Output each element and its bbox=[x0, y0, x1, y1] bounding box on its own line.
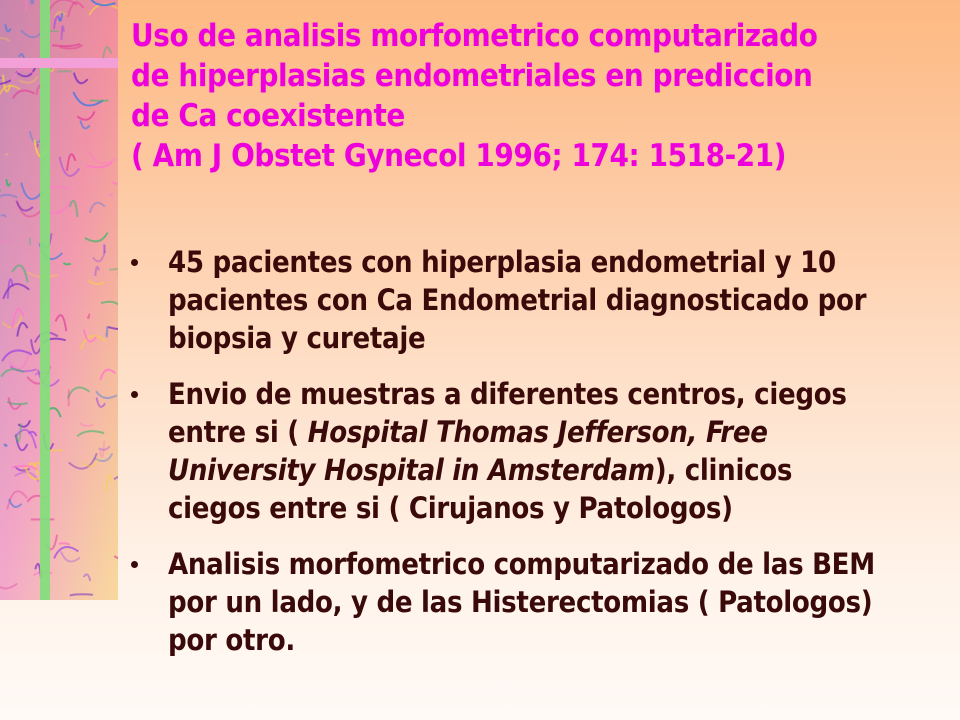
title-citation: ( Am J Obstet Gynecol 1996; 174: 1518-21) bbox=[131, 138, 787, 174]
bullet-item bbox=[131, 243, 931, 357]
decorative-stroke bbox=[69, 390, 70, 406]
bullet-dot bbox=[131, 259, 138, 266]
bullet-2-line-2-text: entre si ( bbox=[168, 415, 308, 449]
bullet-1-line-3: biopsia y curetaje bbox=[168, 321, 426, 355]
decorative-pattern-graphic bbox=[0, 0, 118, 600]
bullet-2-line-2 bbox=[168, 413, 931, 451]
decorative-stroke bbox=[31, 0, 34, 3]
bullet-1-line-1: 45 pacientes con hiperplasia endometrial y 10 bbox=[168, 245, 836, 279]
bullet-2-hospital-amsterdam: University Hospital in Amsterdam bbox=[168, 453, 655, 487]
decorative-stroke bbox=[57, 71, 72, 72]
bullet-list bbox=[131, 243, 931, 677]
bullet-2-line-3-text: ), clinicos bbox=[654, 453, 793, 487]
bullet-1-line-2: pacientes con Ca Endometrial diagnosticado por bbox=[168, 283, 867, 317]
decorative-pink-stripe bbox=[0, 58, 118, 68]
bullet-3-line-3: por otro. bbox=[168, 623, 295, 657]
bullet-dot bbox=[131, 561, 138, 568]
bullet-3-line-2: por un lado, y de las Histerectomias ( Patologos) bbox=[168, 585, 873, 619]
slide-title bbox=[131, 16, 931, 176]
decorative-side-pattern bbox=[0, 0, 118, 600]
bullet-2-line-3 bbox=[168, 451, 931, 489]
decorative-stroke bbox=[30, 239, 31, 246]
bullet-2-hospital-names: Hospital Thomas Jefferson, Free bbox=[307, 415, 768, 449]
bullet-item bbox=[131, 545, 931, 659]
bullet-3-line-1: Analisis morfometrico computarizado de las BEM bbox=[168, 547, 875, 581]
title-line-3: de Ca coexistente bbox=[131, 98, 405, 134]
title-line-1: Uso de analisis morfometrico computarizado bbox=[131, 18, 818, 54]
bullet-dot bbox=[131, 391, 138, 398]
bullet-2-line-4: ciegos entre si ( Cirujanos y Patologos) bbox=[168, 491, 733, 525]
decorative-stroke bbox=[106, 326, 107, 336]
bullet-item bbox=[131, 375, 931, 527]
bullet-2-line-1: Envio de muestras a diferentes centros, ciegos bbox=[168, 377, 847, 411]
decorative-green-stripe bbox=[40, 0, 50, 600]
title-line-2: de hiperplasias endometriales en prediccion bbox=[131, 58, 813, 94]
